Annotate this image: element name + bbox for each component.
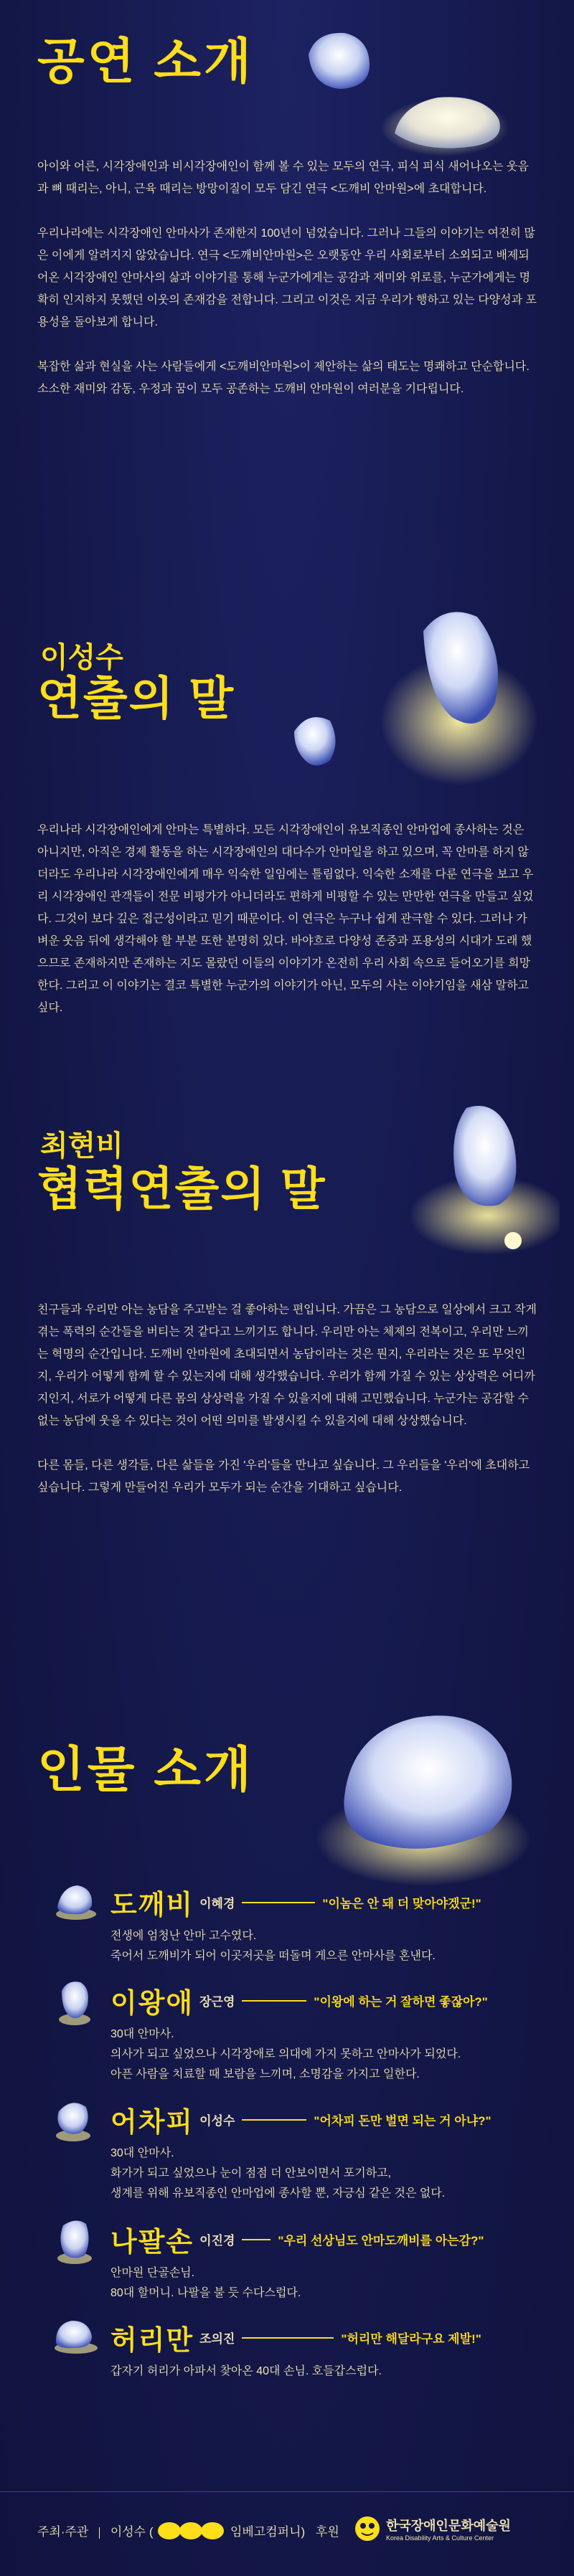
sponsor-label: 후원 — [316, 2525, 339, 2539]
director2-name: 최현비 — [40, 1130, 123, 1162]
character-quote: "어차피 돈만 벌면 되는 거 아냐?" — [314, 2114, 491, 2128]
stone-illustration-1 — [301, 26, 509, 162]
stone-illustration-4 — [316, 1689, 538, 1890]
character-quote: "이놈은 안 돼 더 맞아야겠군!" — [322, 1897, 481, 1910]
sponsor-name: 한국장애인문화예술원 — [386, 2519, 511, 2533]
director2-paragraph-2: 다른 몸들, 다른 생각들, 다른 삶들을 가진 '우리'들을 만나고 싶습니다. 그 우리들을 '우리'에 초대하고 싶습니다. 그렇게 만들어진 우리가 모두가 되는 순간을 기대하고 싶습니다. — [37, 1459, 530, 1494]
stone-icon — [47, 2314, 100, 2357]
director1-body — [37, 819, 537, 1041]
intro-paragraph-2: 우리나라에는 시각장애인 안마사가 존재한지 100년이 넘었습니다. 그러나 그들의 이야기는 여전히 많은 이에게 알려지지 않았습니다. 연극 <도깨비안마원>은 오랫동안 우리 사회로부터 소외되고 배제되어온 시각장애인 안마사의 삶과 이야기를 통해 누군가에게는 공감과 재미와 위로를, 누군가에게는 명확히 인지하지 못했던 이웃의 존재감을 전합니다. 그리고 이것은 지금 우리가 행하고 있는 다양성과 포용성을 돌아보게 합니다. — [37, 227, 537, 328]
character-name: 도깨비 — [110, 1890, 194, 1921]
character-desc-line: 80대 할머니. 나팔을 불 듯 수다스럽다. — [110, 2287, 301, 2299]
character-desc-line: 갑자기 허리가 아파서 찾아온 40대 손님. 호들갑스럽다. — [110, 2365, 382, 2377]
divider-line — [242, 1902, 315, 1903]
character-desc — [110, 1926, 554, 1966]
footer — [37, 2521, 537, 2544]
divider-line — [242, 2239, 270, 2240]
character-desc-line: 생계를 위해 유보직종인 안마업에 종사할 뿐, 자긍심 같은 것은 없다. — [110, 2187, 446, 2199]
character-name: 어차피 — [110, 2108, 194, 2138]
character-desc-line: 죽어서 도깨비가 되어 이곳저곳을 떠돌며 게으른 안마사를 혼낸다. — [110, 1950, 436, 1962]
character-3 — [66, 2100, 554, 2204]
director2-paragraph-1: 친구들과 우리만 아는 농담을 주고받는 걸 좋아하는 편입니다. 가끔은 그 농담으로 일상에서 크고 작게 겪는 폭력의 순간들을 버티는 것 같다고 느끼기도 합니다. 우리만 아는 체제의 전복이고, 우리만 느끼는 혁명의 순간입니다. 도깨비 안마원에 초대되면서 농담이라는 것은 뭔지, 우리라는 것은 또 무엇인지, 우리가 어떻게 함께 할 수 있는지에 대해 생각했습니다. 우리가 함께 가질 수 있는 상상력은 어디까지인지, 서로가 어떻게 다른 몸의 상상력을 가질 수 있을지에 대해 고민했습니다. 누군가는 공감할 수 없는 농담에 웃을 수 있다는 것이 어떤 의미를 발생시킬 수 있을지에 대해 상상했습니다. — [37, 1304, 537, 1427]
character-desc — [110, 2144, 554, 2204]
character-quote: "우리 선상님도 안마도깨비를 아는감?" — [278, 2234, 484, 2248]
characters-title: 인물 소개 — [37, 1743, 254, 1797]
divider-line — [242, 2337, 334, 2339]
character-desc-line: 안마원 단골손님. — [110, 2267, 195, 2279]
stone-illustration-2 — [280, 588, 538, 789]
director2-title: 협력연출의 말 — [37, 1163, 326, 1215]
sponsor-logo — [353, 2514, 511, 2543]
character-quote: "허리만 해달라구요 제발!" — [341, 2332, 481, 2346]
character-2 — [66, 1981, 554, 2085]
character-actor: 장근영 — [199, 1995, 235, 2009]
character-name: 이왕애 — [110, 1989, 194, 2019]
character-desc-line: 아픈 사람을 치료할 때 보람을 느끼며, 소명감을 가지고 일한다. — [110, 2068, 420, 2080]
stone-icon — [52, 2096, 98, 2143]
director1-paragraph-1: 우리나라 시각장애인에게 안마는 특별하다. 모든 시각장애인이 유보직종인 안마업에 종사하는 것은 아니지만, 아직은 경제 활동을 하는 시각장애인의 대다수가 안마일을 하고 있으며, 꼭 안마를 하지 않더라도 우리나라 시각장애인에게 매우 익숙한 일임에는 틀림없다. 익숙한 소재를 다룬 연극을 보고 우리 시각장애인 관객들이 전문 비평가가 아니더라도 편하게 비평할 수 있는 만만한 연극을 만들고 싶었다. 그것이 보다 깊은 접근성이라고 믿기 때문이다. 이 연극은 누구나 쉽게 관극할 수 있다. 그러나 가벼운 웃음 뒤에 생각해야 할 부분 또한 분명히 있다. 바야흐로 다양성 존중과 포용성의 시대가 도래 했으므로 존재하지만 존재하는 지도 몰랐던 이들의 이야기가 온전히 우리 사회 속으로 들어오기를 희망한다. 그리고 이 이야기는 결코 특별한 누군가의 이야기가 아닌, 모두의 사는 이야기임을 새삼 말하고 싶다. — [37, 824, 534, 1014]
sponsor-name-en: Korea Disability Arts & Culture Center — [386, 2534, 494, 2542]
director1-name: 이성수 — [40, 642, 123, 673]
director2-body — [37, 1299, 537, 1521]
stone-icon — [52, 1976, 98, 2027]
intro-paragraph-3: 복잡한 삶과 현실을 사는 사람들에게 <도깨비안마원>이 제안하는 삶의 태도는 명쾌하고 단순합니다. 소소한 재미와 감동, 우정과 꿈이 모두 공존하는 도깨비 안마원이 여러분을 기다립니다. — [37, 361, 530, 395]
host-name: 이성수 ( — [110, 2525, 154, 2539]
character-desc — [110, 2263, 554, 2303]
host-company: 임베고컴퍼니) — [230, 2525, 306, 2539]
character-name: 허리만 — [110, 2326, 194, 2356]
stone-icon — [52, 2215, 98, 2265]
sponsor-emblem-icon — [353, 2514, 382, 2543]
footer-divider — [0, 2491, 574, 2492]
character-name: 나팔손 — [110, 2227, 194, 2258]
director1-title: 연출의 말 — [37, 673, 235, 724]
character-desc-line: 30대 안마사. — [110, 2147, 174, 2159]
divider-line — [242, 2119, 306, 2121]
character-desc-line: 30대 안마사. — [110, 2028, 174, 2040]
character-desc — [110, 2362, 554, 2382]
intro-paragraph-1: 아이와 어른, 시각장애인과 비시각장애인이 함께 볼 수 있는 모두의 연극, 피식 피식 새어나오는 웃음과 뼈 때리는, 아니, 근육 때리는 방망이질이 모두 담긴 연극 <도깨비 안마원>에 초대합니다. — [37, 161, 529, 195]
character-desc-line: 전생에 엄청난 안마 고수였다. — [110, 1930, 257, 1942]
host-label: 주최·주관 — [37, 2525, 89, 2539]
character-desc-line: 의사가 되고 싶었으나 시각장애로 의대에 가지 못하고 안마사가 되었다. — [110, 2048, 461, 2060]
footer-separator — [99, 2527, 100, 2539]
character-4 — [66, 2220, 554, 2303]
character-1 — [66, 1883, 554, 1966]
character-desc — [110, 2025, 554, 2085]
character-desc-line: 화가가 되고 싶었으나 눈이 점점 더 안보이면서 포기하고, — [110, 2167, 392, 2179]
character-actor: 조의진 — [199, 2332, 235, 2346]
character-quote: "이왕에 하는 거 잘하면 좋잖아?" — [314, 1995, 488, 2009]
stone-illustration-3 — [373, 1090, 560, 1262]
character-actor: 이혜경 — [199, 1897, 235, 1910]
company-logo — [158, 2521, 225, 2544]
intro-body — [37, 156, 537, 422]
character-actor: 이성수 — [199, 2114, 235, 2128]
character-5 — [66, 2318, 554, 2382]
intro-title: 공연 소개 — [37, 34, 254, 89]
divider-line — [242, 2000, 306, 2002]
stone-icon — [52, 1880, 98, 1923]
character-actor: 이진경 — [199, 2234, 235, 2248]
